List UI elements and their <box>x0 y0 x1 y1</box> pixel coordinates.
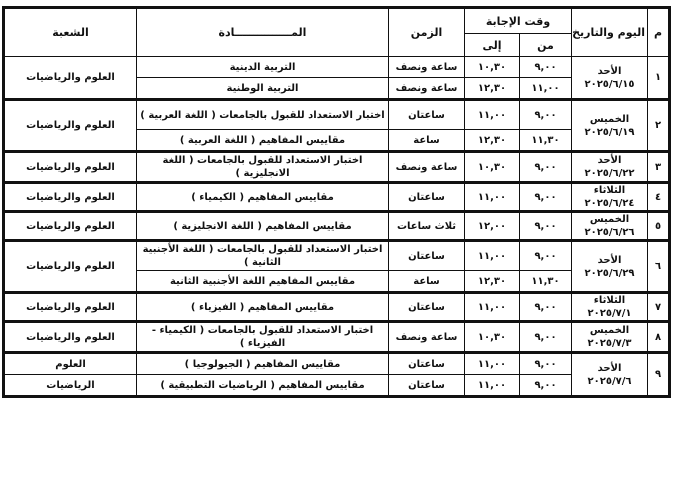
time-to: ١٠,٣٠ <box>465 57 520 78</box>
table-row <box>4 212 670 241</box>
time-from: ١١,٣٠ <box>520 130 572 152</box>
time-from: ٩,٠٠ <box>520 100 572 130</box>
subject: مقاييس المفاهيم ( الفيزياء ) <box>137 293 389 322</box>
date-value: ٢٠٢٥/٦/١٩ <box>584 126 635 138</box>
time-to: ١١,٠٠ <box>465 375 520 397</box>
branch: الرياضيات <box>4 375 137 397</box>
day-name: الأحد <box>597 362 622 374</box>
subject: التربية الوطنية <box>137 78 389 100</box>
date-value: ٢٠٢٥/٧/١ <box>587 308 632 319</box>
subject: مقاييس المفاهيم ( الجيولوجيا ) <box>137 353 389 375</box>
exam-number: ٢ <box>648 100 670 152</box>
duration: ساعة ونصف <box>389 322 465 353</box>
branch: العلوم والرياضيات <box>4 241 137 293</box>
subject: مقاييس المفاهيم ( الكيمياء ) <box>137 183 389 212</box>
time-from: ١١,٣٠ <box>520 271 572 293</box>
time-to: ١٠,٣٠ <box>465 322 520 353</box>
day-name: الأحد <box>597 65 622 77</box>
exam-number: ٣ <box>648 152 670 183</box>
day-name: الخميس <box>589 214 630 225</box>
time-to: ١١,٠٠ <box>465 293 520 322</box>
day-name: الأحد <box>597 254 622 266</box>
time-from: ٩,٠٠ <box>520 183 572 212</box>
time-to: ١١,٠٠ <box>465 241 520 271</box>
time-to: ١٢,٣٠ <box>465 130 520 152</box>
duration: ساعة ونصف <box>389 57 465 78</box>
time-to: ١٠,٣٠ <box>465 152 520 183</box>
exam-number: ٤ <box>648 183 670 212</box>
exam-number: ٥ <box>648 212 670 241</box>
exam-number: ١ <box>648 57 670 100</box>
time-from: ٩,٠٠ <box>520 57 572 78</box>
schedule-body <box>4 57 670 397</box>
branch: العلوم والرياضيات <box>4 100 137 152</box>
exam-date <box>572 183 648 212</box>
header-subject: المـــــــــــــــادة <box>137 8 389 57</box>
subject: مقاييس المفاهيم اللغة الأجنبية الثانية <box>137 271 389 293</box>
duration: ساعتان <box>389 375 465 397</box>
table-row <box>4 57 670 78</box>
branch: العلوم والرياضيات <box>4 322 137 353</box>
table-row <box>4 241 670 271</box>
branch: العلوم والرياضيات <box>4 293 137 322</box>
table-row <box>4 152 670 183</box>
time-from: ٩,٠٠ <box>520 375 572 397</box>
date-value: ٢٠٢٥/٦/٢٦ <box>584 227 635 238</box>
exam-number: ٩ <box>648 353 670 397</box>
day-name: الثلاثاء <box>593 185 626 196</box>
time-from: ٩,٠٠ <box>520 152 572 183</box>
exam-date <box>572 293 648 322</box>
duration: ساعة ونصف <box>389 78 465 100</box>
duration: ساعة <box>389 130 465 152</box>
date-value: ٢٠٢٥/٦/٢٩ <box>584 267 635 279</box>
header-to: إلى <box>465 34 520 57</box>
duration: ساعة ونصف <box>389 152 465 183</box>
date-value: ٢٠٢٥/٧/٣ <box>587 338 632 349</box>
exam-date <box>572 57 648 100</box>
time-from: ٩,٠٠ <box>520 212 572 241</box>
subject: مقاييس المفاهيم ( اللغة الانجليزية ) <box>137 212 389 241</box>
exam-date <box>572 100 648 152</box>
time-to: ١١,٠٠ <box>465 353 520 375</box>
duration: ساعتان <box>389 293 465 322</box>
subject: مقاييس المفاهيم ( الرياضيات التطبيقية ) <box>137 375 389 397</box>
header-date: اليوم والتاريخ <box>572 8 648 57</box>
table-row <box>4 293 670 322</box>
time-from: ٩,٠٠ <box>520 241 572 271</box>
duration: ساعتان <box>389 100 465 130</box>
time-from: ٩,٠٠ <box>520 353 572 375</box>
subject: التربية الدينية <box>137 57 389 78</box>
subject: مقاييس المفاهيم ( اللغة العربية ) <box>137 130 389 152</box>
day-name: الثلاثاء <box>593 295 626 306</box>
branch: العلوم والرياضيات <box>4 57 137 100</box>
time-from: ٩,٠٠ <box>520 322 572 353</box>
branch: العلوم والرياضيات <box>4 212 137 241</box>
duration: ساعتان <box>389 183 465 212</box>
exam-number: ٨ <box>648 322 670 353</box>
time-to: ١١,٠٠ <box>465 100 520 130</box>
header-from: من <box>520 34 572 57</box>
date-value: ٢٠٢٥/٦/١٥ <box>584 78 635 90</box>
subject: اختبار الاستعداد للقبول بالجامعات ( اللغة الأجنبية الثانية ) <box>137 241 389 271</box>
exam-number: ٧ <box>648 293 670 322</box>
subject: اختبار الاستعداد للقبول بالجامعات ( اللغة الانجليزية ) <box>137 152 389 183</box>
date-value: ٢٠٢٥/٧/٦ <box>587 375 632 387</box>
exam-number: ٦ <box>648 241 670 293</box>
time-to: ١٢,٣٠ <box>465 271 520 293</box>
header-answer-time: وقت الإجابة <box>465 8 572 34</box>
header-duration: الزمن <box>389 8 465 57</box>
header-index: م <box>648 8 670 57</box>
time-to: ١١,٠٠ <box>465 183 520 212</box>
exam-date <box>572 241 648 293</box>
subject: اختبار الاستعداد للقبول بالجامعات ( الكيمياء - الفيزياء ) <box>137 322 389 353</box>
time-from: ٩,٠٠ <box>520 293 572 322</box>
duration: ساعتان <box>389 241 465 271</box>
date-value: ٢٠٢٥/٦/٢٤ <box>584 198 635 209</box>
duration: ساعتان <box>389 353 465 375</box>
duration: ساعة <box>389 271 465 293</box>
branch: العلوم والرياضيات <box>4 152 137 183</box>
subject: اختبار الاستعداد للقبول بالجامعات ( اللغة العربية ) <box>137 100 389 130</box>
table-row <box>4 100 670 130</box>
day-name: الخميس <box>589 325 630 336</box>
branch: العلوم والرياضيات <box>4 183 137 212</box>
exam-schedule-table <box>2 6 671 398</box>
table-row <box>4 322 670 353</box>
table-row <box>4 375 670 397</box>
exam-date <box>572 353 648 397</box>
time-to: ١٢,٣٠ <box>465 78 520 100</box>
date-value: ٢٠٢٥/٦/٢٢ <box>584 168 635 179</box>
table-row <box>4 183 670 212</box>
header-branch: الشعبة <box>4 8 137 57</box>
branch: العلوم <box>4 353 137 375</box>
duration: ثلاث ساعات <box>389 212 465 241</box>
day-name: الأحد <box>597 155 622 166</box>
exam-date <box>572 152 648 183</box>
exam-date <box>572 322 648 353</box>
table-row <box>4 353 670 375</box>
day-name: الخميس <box>589 113 630 125</box>
time-from: ١١,٠٠ <box>520 78 572 100</box>
time-to: ١٢,٠٠ <box>465 212 520 241</box>
exam-date <box>572 212 648 241</box>
